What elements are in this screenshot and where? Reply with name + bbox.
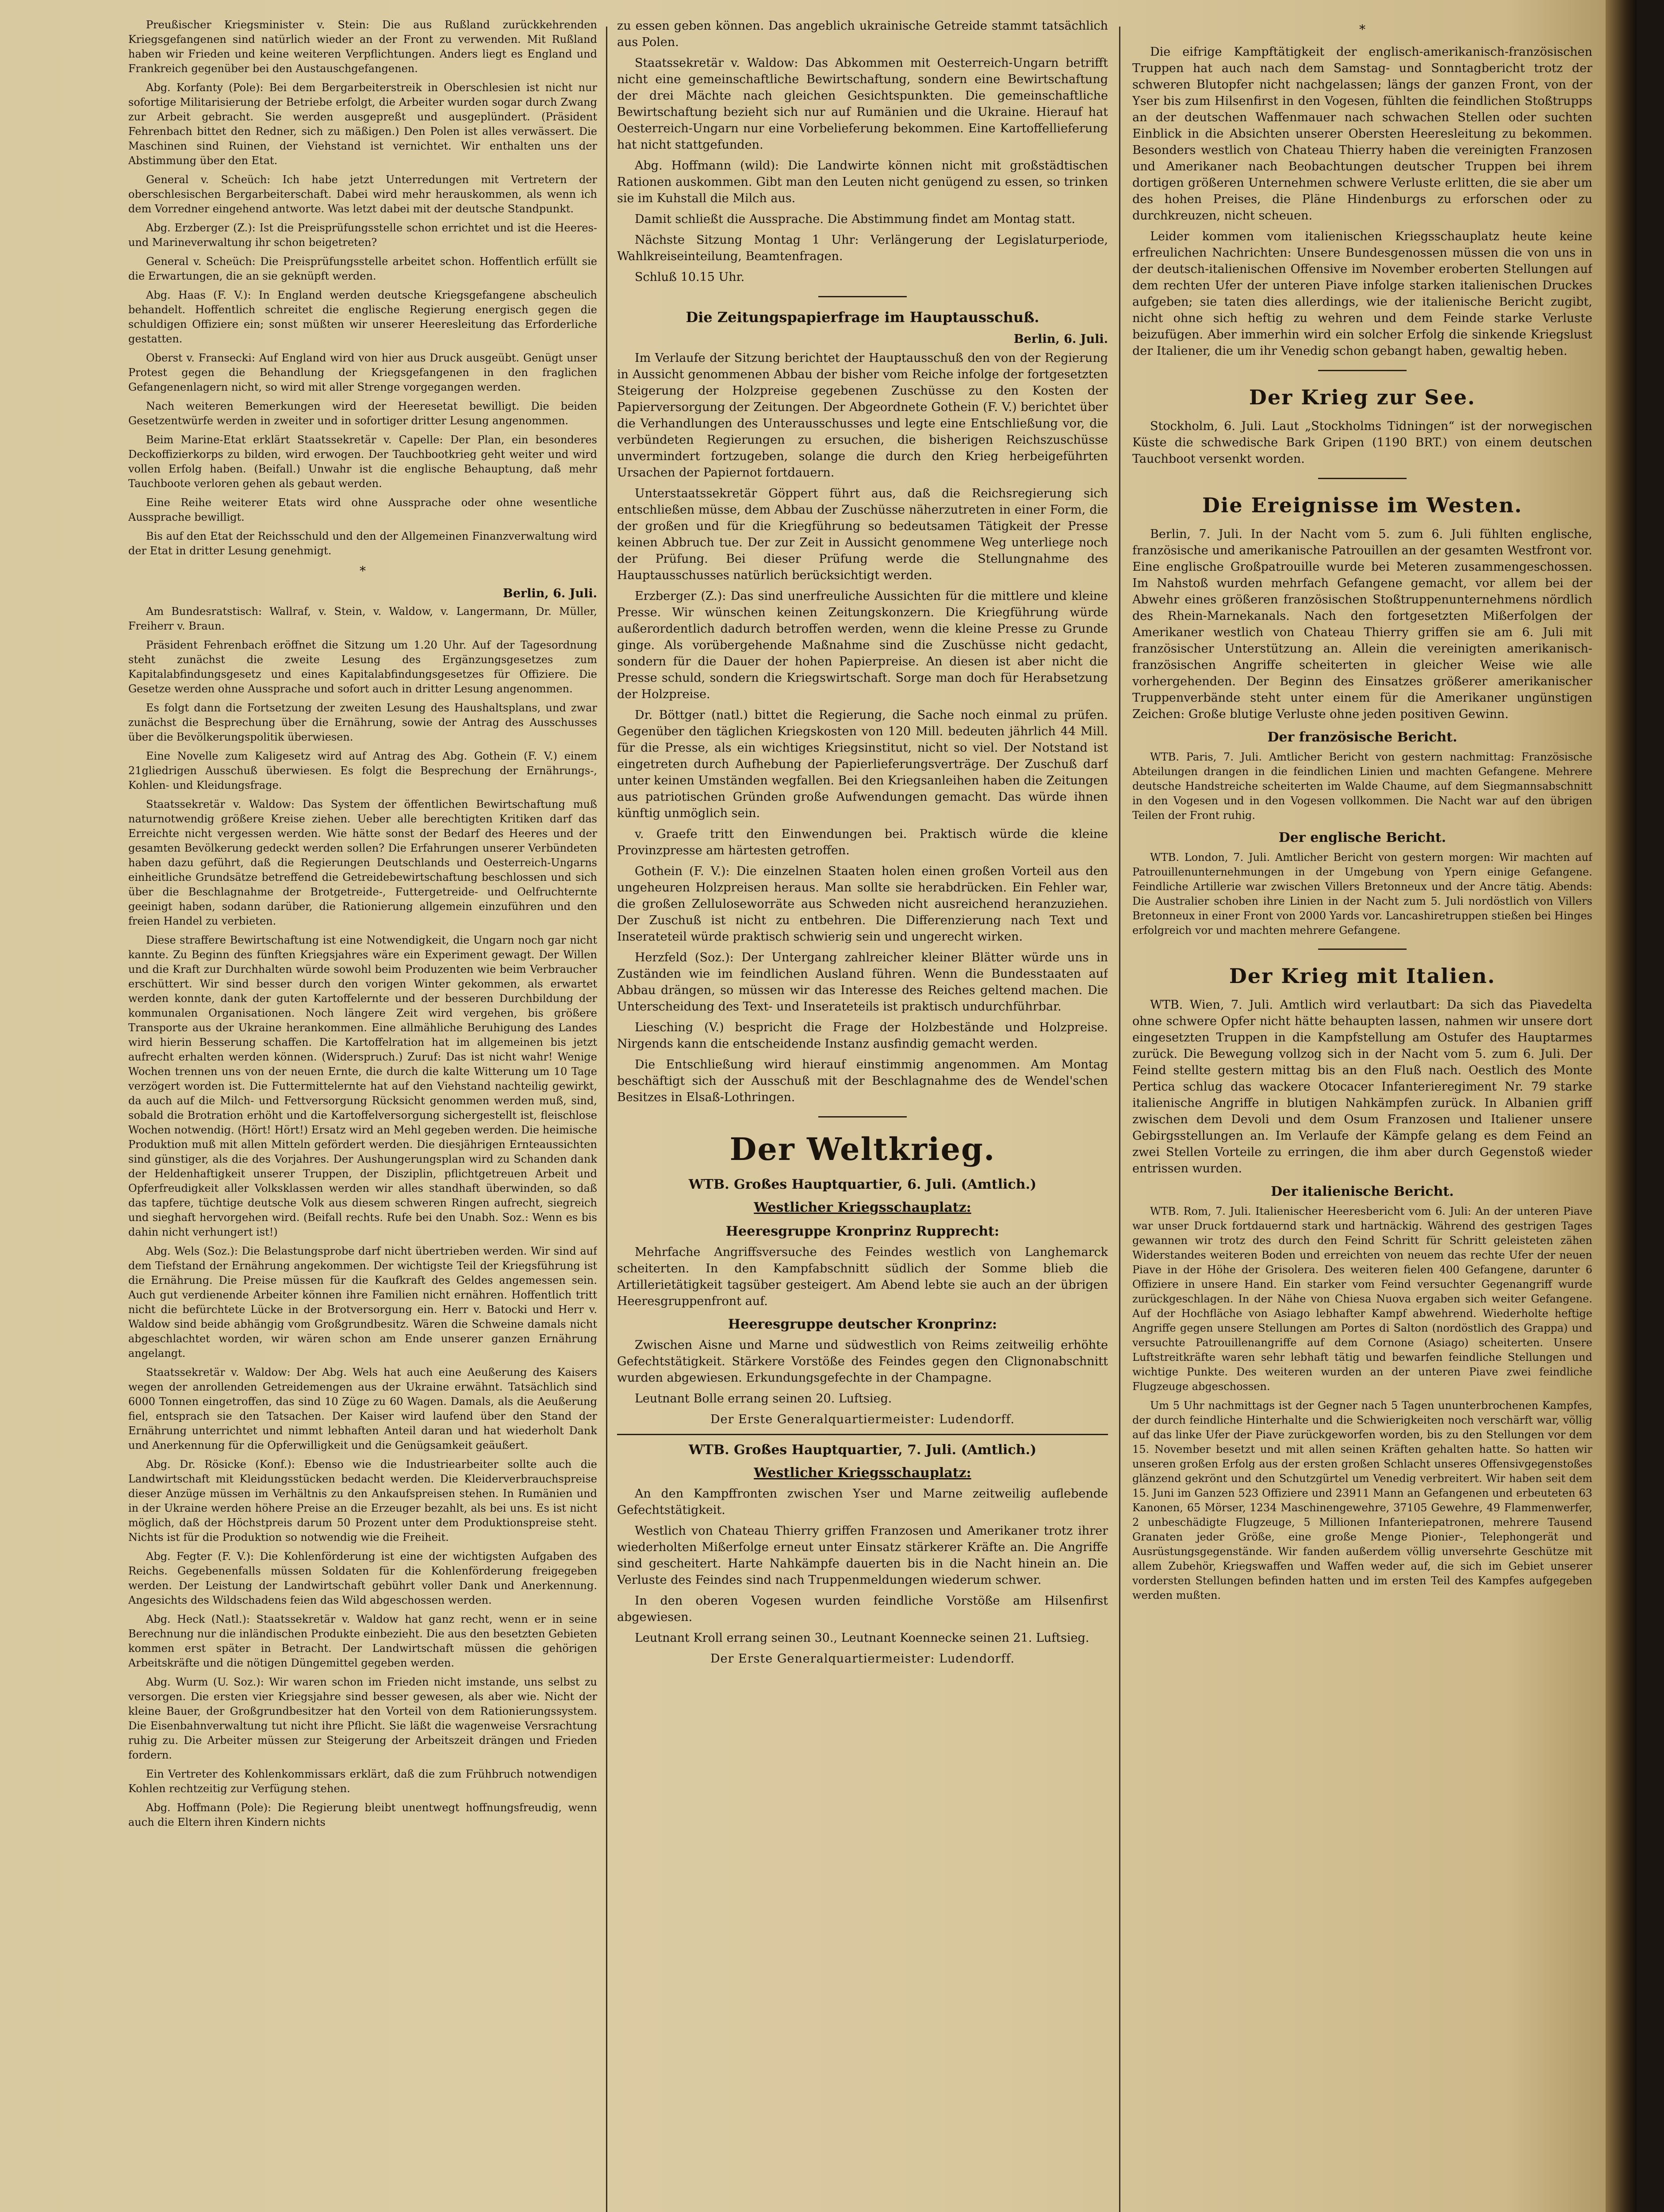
signature-line: Der Erste Generalquartiermeister: Ludendorff.	[710, 1413, 1015, 1426]
section-rule	[818, 1116, 907, 1118]
report-heading: WTB. Großes Hauptquartier, 6. Juli. (Amtlich.)	[688, 1177, 1037, 1192]
paragraph: Berlin, 7. Juli. In der Nacht vom 5. zum 6. Juli fühlten englische, französische und amerikanische Patrouillen an der gesamten Westfront vor. Eine englische Großpatrouille wurde bei Meteren zusammengeschossen. Im Nahstoß wurden mehrfach Gefangene gemacht, vor allem bei der Abwehr eines größeren französischen Stoßtruppenunternehmens nördlich des Rhein-Marnekanals. Nach den fortgesetzten Mißerfolgen der Amerikaner westlich von Chateau Thierry griffen sie am 6. Juli mit französischer Unterstützung an. Allein die vereinigten amerikanisch-französischen Angriffe scheiterten in gleicher Weise wie alle vorhergehenden. Der Beginn des Einsatzes größerer amerikanischer Truppenverbände steht unter einem für die Amerikaner ungünstigen Zeichen: Große blutige Verluste ohne jeden positiven Gewinn.	[1132, 527, 1592, 721]
paragraph: Im Verlaufe der Sitzung berichtet der Hauptausschuß den von der Regierung in Aussicht genommenen Abbau der bisher vom Reiche infolge der fortgesetzten Steigerung der Holzpreise gegebenen Zuschüsse zu den Kosten der Papierversorgung der Zeitungen. Der Abgeordnete Gothein (F. V.) berichtet über die Verhandlungen des Unterausschusses und legte eine Entschließung vor, die verbündeten Regierungen zu ersuchen, die bisherigen Reichszuschüsse unvermindert fortzugeben, solange die durch den Krieg herbeigeführten Ursachen der Papiernot fortdauern.	[617, 351, 1108, 480]
book-spine	[1606, 0, 1637, 2212]
report-heading: Der französische Bericht.	[1267, 730, 1457, 745]
dateline: Berlin, 6. Juli.	[1013, 332, 1108, 346]
paragraph: Eine Novelle zum Kaligesetz wird auf Antrag des Abg. Gothein (F. V.) einem 21gliedrigen Ausschuß überwiesen. Es folgt die Besprechung der Ernährungs-, Kohlen- und Kleidungsfrage.	[128, 750, 597, 791]
paragraph: Die Entschließung wird hierauf einstimmig angenommen. Am Montag beschäftigt sich der Ausschuß mit der Beschlagnahme des de Wendel'schen Besitzes in Elsaß-Lothringen.	[617, 1058, 1108, 1104]
section-rule	[818, 296, 907, 297]
paragraph: Leutnant Kroll errang seinen 30., Leutnant Koennecke seinen 21. Luftsieg.	[635, 1631, 1089, 1645]
paragraph: Stockholm, 6. Juli. Laut „Stockholms Tidningen“ ist der norwegischen Küste die schwedische Bark Gripen (1190 BRT.) von einem deutschen Tauchboot versenkt worden.	[1132, 419, 1592, 466]
paragraph: In den oberen Vogesen wurden feindliche Vorstöße am Hilsenfirst abgewiesen.	[617, 1594, 1108, 1624]
paragraph: WTB. Rom, 7. Juli. Italienischer Heeresbericht vom 6. Juli: An der unteren Piave war unser Druck fortdauernd stark und hartnäckig. Während des gestrigen Tages gewannen wir trotz des durch den Feind Schritt für Schritt geleisteten zähen Widerstandes weiteren Boden und erreichten von neuem das rechte Ufer der neuen Piave in der Höhe der Grisolera. Des weiteren fielen 400 Gefangene, darunter 6 Offiziere in unsere Hand. Ein starker vom Feind versuchter Gegenangriff wurde zurückgeschlagen. In der Nähe von Chiesa Nuova ergaben sich weiter Gefangene. Auf der Hochfläche von Asiago lebhafter Kampf abwehrend. Wiederholte heftige Angriffe gegen unsere Stellungen am Portes di Salton (nordöstlich des Grappa) und versuchte Patrouillenangriffe auf dem Cornone (Asiago) scheiterten. Unsere Luftstreitkräfte waren sehr lebhaft tätig und bewarfen feindliche Stellungen und wichtige Punkte. Des weiteren wurden an der unteren Piave zwei feindliche Flugzeuge abgeschossen.	[1132, 1205, 1592, 1393]
paragraph: Staatssekretär v. Waldow: Das System der öffentlichen Bewirtschaftung muß naturnotwendig größere Kreise ziehen. Ueber alle berechtigten Kritiken darf das Erreichte nicht vergessen werden. Wie hätte sonst der Bedarf des Heeres und der gesamten Bevölkerung gedeckt werden sollen? Die Erfahrungen unserer Verbündeten haben dazu geführt, daß die Regierungen Deutschlands und Oesterreich-Ungarns einheitliche Grundsätze betreffend die Getreidebewirtschaftung beschlossen und sich über die Beschlagnahme der Brotgetreide-, Futtergetreide- und Oelfruchternte geeinigt haben, sodann darüber, die Rationierung allgemein einzuführen und den freien Handel zu verbieten.	[128, 798, 597, 927]
section-rule	[1318, 370, 1407, 371]
paragraph: Staatssekretär v. Waldow: Der Abg. Wels hat auch eine Aeußerung des Kaisers wegen der anrollenden Getreidemengen aus der Ukraine erwähnt. Tatsächlich sind 6000 Tonnen eingetroffen, das sind 10 Züge zu 60 Wagen. Damals, als die Aeußerung fiel, entsprach sie den Tatsachen. Der Kaiser wird laufend über den Stand der Ernährung unterrichtet und nimmt lebhaften Anteil daran und hat wiederholt Dank und Anerkennung für die Opferwilligkeit und die Genügsamkeit geäußert.	[128, 1366, 597, 1452]
paragraph: Dr. Böttger (natl.) bittet die Regierung, die Sache noch einmal zu prüfen. Gegenüber den täglichen Kriegskosten von 120 Mill. bedeuten jährlich 44 Mill. für die Presse, als ein wichtiges Kriegsinstitut, nicht so viel. Der Notstand ist eingetreten durch Aufhebung der Papierlieferungsverträge. Der Zuschuß darf unter keinen Umständen wegfallen. Bei den Kriegsanleihen haben die Zeitungen aus patriotischen Gründen große Aufwendungen gemacht. Das würde ihnen künftig unmöglich sein.	[617, 708, 1108, 820]
column-1	[128, 18, 597, 2212]
paragraph: Mehrfache Angriffsversuche des Feindes westlich von Langhemarck scheiterten. In den Kampfabschnitt südlich der Somme blieb die Artillerietätigkeit tagsüber gesteigert. Am Abend lebte sie auch an der übrigen Heeresgruppenfront auf.	[617, 1245, 1108, 1308]
report-heading: Der englische Bericht.	[1278, 830, 1446, 845]
report-heading: Der italienische Bericht.	[1271, 1184, 1454, 1199]
paragraph: Präsident Fehrenbach eröffnet die Sitzung um 1.20 Uhr. Auf der Tagesordnung steht zunächst die zweite Lesung des Ergänzungsgesetzes zum Kapitalabfindungsgesetz und eines Kapitalabfindungsgesetzes für Offiziere. Die Gesetze werden ohne Aussprache und sofort auch in dritter Lesung angenommen.	[128, 639, 597, 695]
signature-line: Der Erste Generalquartiermeister: Ludendorff.	[710, 1652, 1015, 1666]
paragraph: Unterstaatssekretär Göppert führt aus, daß die Reichsregierung sich entschließen müsse, dem Abbau der Zuschüsse näherzutreten in einer Form, die der großen und für die Kriegführung so bedeutsamen Tätigkeit der Presse keinen Abbruch tue. Der zur Zeit in Aussicht genommene Weg unterliege noch der Prüfung. Bei dieser Prüfung werde die Stellungnahme des Hauptausschusses natürlich berücksichtigt werden.	[617, 487, 1108, 582]
paragraph: Westlich von Chateau Thierry griffen Franzosen und Amerikaner trotz ihrer wiederholten Mißerfolge erneut unter Einsatz stärkerer Kräfte an. Die Angriffe sind gescheitert. Harte Nahkämpfe dauerten bis in die Nacht hinein an. Die Verluste des Feindes sind nach Truppenmeldungen wiederum schwer.	[617, 1524, 1108, 1587]
section-headline: Der Krieg mit Italien.	[1229, 964, 1496, 988]
paragraph: Herzfeld (Soz.): Der Untergang zahlreicher kleiner Blätter würde uns in Zuständen wie im feindlichen Ausland führen. Wenn die Bundesstaaten auf Abbau drängen, so müssen wir das Interesse des Reiches geltend machen. Die Unterscheidung des Text- und Inserateteils ist praktisch undurchführbar.	[617, 951, 1108, 1014]
section-headline: Der Krieg zur See.	[1249, 385, 1476, 409]
separator-star: *	[1359, 22, 1365, 37]
paragraph: Abg. Dr. Rösicke (Konf.): Ebenso wie die Industriearbeiter sollte auch die Landwirtschaft mit Kleidungsstücken bedacht werden. Die Kleiderverbrauchspreise dieser Anzüge müssen im Verhältnis zu den Ankaufspreisen stehen. In Rumänien und in der Ukraine werden höhere Preise an die Erzeuger bezahlt, als bei uns. Es ist nicht möglich, daß der Höchstpreis darum 50 Prozent unter dem Produktionspreise steht. Nichts ist für die Produktion so notwendig wie die Freiheit.	[128, 1458, 597, 1544]
paragraph: Bis auf den Etat der Reichsschuld und den der Allgemeinen Finanzverwaltung wird der Etat in dritter Lesung genehmigt.	[128, 530, 597, 557]
paragraph: Staatssekretär v. Waldow: Das Abkommen mit Oesterreich-Ungarn betrifft nicht eine gemeinschaftliche Bewirtschaftung, sondern eine Bewirtschaftung der drei Mächte nach gleichen Gesichtspunkten. Die gemeinschaftliche Bewirtschaftung bezieht sich nur auf Rumänien und die Ukraine. Hierauf hat Oesterreich-Ungarn nur eine Vorbelieferung bekommen. Eine Kartoffellieferung hat nicht stattgefunden.	[617, 56, 1108, 152]
section-rule	[1318, 949, 1407, 950]
paragraph: Diese straffere Bewirtschaftung ist eine Notwendigkeit, die Ungarn noch gar nicht kannte. Zu Beginn des fünften Kriegsjahres wäre ein Experiment gewagt. Der Willen und die Kraft zur Durchhalten würde sowohl beim Produzenten wie beim Verbraucher erschüttert. Wir sind besser durch den vorigen Winter gekommen, als erwartet werden konnte, dank der guten Kartoffelernte und der besseren Durchbildung der kommunalen Organisationen. Noch längere Zeit wird vergehen, bis größere Transporte aus der Ukraine herankommen. Eine allmähliche Beruhigung des Landes wird hierin Besserung schaffen. Die Kartoffelration hat im allgemeinen bis jetzt aufrecht erhalten werden können. (Widerspruch.) Zuruf: Das ist nicht wahr! Wenige Wochen trennen uns von der neuen Ernte, die durch die kalte Witterung um 10 Tage verzögert worden ist. Die Futtermittelernte hat auf den Viehstand nachteilig gewirkt, da auch auf die Milch- und Fettversorgung Rücksicht genommen werden muß, sind, sobald die Brotration erhöht und die Kartoffelversorgung sichergestellt ist, fleischlose Wochen notwendig. (Hört! Hört!) Ersatz wird an Mehl gegeben werden. Die heimische Produktion muß mit allen Mitteln gefördert werden. Die diesjährigen Ernteaussichten sind günstiger, als die des Vorjahres. Der Aushungerungsplan wird zu Schanden dank der Heldenhaftigkeit unserer Truppen, der Disziplin, pflichtgetreuen Arbeit und Opferfreudigkeit aller Volksklassen werden wir alles standhaft überwinden, so daß das tapfere, tüchtige deutsche Volk aus diesem schweren Ringen aufrecht, siegreich und sieghaft hervorgehen wird. (Beifall rechts. Rufe bei den Unabh. Soz.: Wenn es bis dahin nicht verhungert ist!)	[128, 934, 597, 1238]
paragraph: Abg. Fegter (F. V.): Die Kohlenförderung ist eine der wichtigsten Aufgaben des Reichs. Gegebenenfalls müssen Soldaten für die Kohlenförderung freigegeben werden. Der Leistung der Landwirtschaft gebührt voller Dank und Anerkennung. Angesichts des Wildschadens feien das Wild abgeschossen werden.	[128, 1550, 597, 1606]
paragraph: Zwischen Aisne und Marne und südwestlich von Reims zeitweilig erhöhte Gefechtstätigkeit. Stärkere Vorstöße des Feindes gegen den Clignonabschnitt wurden abgewiesen. Erkundungsgefechte in der Champagne.	[617, 1338, 1108, 1385]
report-heading: WTB. Großes Hauptquartier, 7. Juli. (Amtlich.)	[688, 1442, 1037, 1458]
section-headline: Die Ereignisse im Westen.	[1202, 493, 1523, 517]
paragraph: Abg. Heck (Natl.): Staatssekretär v. Waldow hat ganz recht, wenn er in seine Berechnung nur die inländischen Produkte einbezieht. Die aus den besetzten Gebieten kommen erst später in Betracht. Der Landwirtschaft müssen die gehörigen Arbeitskräfte und die nötigen Düngemittel gegeben werden.	[128, 1613, 597, 1669]
paragraph: Abg. Korfanty (Pole): Bei dem Bergarbeiterstreik in Oberschlesien ist nicht nur sofortige Militarisierung der Betriebe erfolgt, die Arbeiter wurden sogar durch Zwang zur Arbeit gebracht. Sie werden ausgepreßt und ausgeplündert. (Präsident Fehrenbach bittet den Redner, sich zu mäßigen.) Den Polen ist alles verwässert. Die Maschinen sind Ruinen, der Viehstand ist vernichtet. Wir enthalten uns der Abstimmung über den Etat.	[128, 81, 597, 167]
paragraph: Nach weiteren Bemerkungen wird der Heeresetat bewilligt. Die beiden Gesetzentwürfe werden in zweiter und in sofortiger dritter Lesung angenommen.	[128, 400, 597, 427]
dateline: Berlin, 6. Juli.	[502, 587, 597, 600]
paragraph: Leider kommen vom italienischen Kriegsschauplatz heute keine erfreulichen Nachrichten: Unsere Bundesgenossen müssen die von uns in der deutsch-italienischen Offensive im November eroberten Stellungen auf dem rechten Ufer der unteren Piave infolge starken italienischen Druckes aufgeben; sie taten dies allerdings, wie der italienische Bericht zugibt, nicht ohne sich heftig zu wehren und dem Feinde starke Verluste beizufügen. Aber immerhin wird ein solcher Erfolg die sinkende Kriegslust der Italiener, die um ihr Venedig schon gebangt haben, gewaltig heben.	[1132, 230, 1592, 358]
paragraph: Eine Reihe weiterer Etats wird ohne Aussprache oder ohne wesentliche Aussprache bewilligt.	[128, 496, 597, 523]
section-headline: Der Weltkrieg.	[729, 1131, 996, 1167]
paragraph: Abg. Erzberger (Z.): Ist die Preisprüfungsstelle schon errichtet und ist die Heeres- und Marineverwaltung ihr schon beigetreten?	[128, 222, 597, 249]
theater-heading: Westlicher Kriegsschauplatz:	[754, 1465, 971, 1481]
paragraph: General v. Scheüch: Die Preisprüfungsstelle arbeitet schon. Hoffentlich erfüllt sie die Erwartungen, die an sie geknüpft werden.	[128, 255, 597, 282]
paragraph: zu essen geben können. Das angeblich ukrainische Getreide stammt tatsächlich aus Polen.	[617, 19, 1108, 49]
column-2	[617, 18, 1108, 2212]
paragraph: Ein Vertreter des Kohlenkommissars erklärt, daß die zum Frühbruch notwendigen Kohlen rechtzeitig zur Verfügung stehen.	[128, 1768, 597, 1795]
column-3	[1132, 18, 1592, 2212]
paragraph: WTB. London, 7. Juli. Amtlicher Bericht von gestern morgen: Wir machten auf Patrouillenunternehmungen in der Umgebung von Ypern einige Gefangene. Feindliche Artillerie war zwischen Villers Bretonneux und der Ancre tätig. Abends: Die Australier schoben ihre Linien in der Nacht zum 5. Juli nordöstlich von Villers Bretonneux in einer Front von 2000 Yards vor. Lancashiretruppen stießen bei Hinges erfolgreich vor und machten mehrere Gefangene.	[1132, 851, 1592, 937]
paragraph: Um 5 Uhr nachmittags ist der Gegner nach 5 Tagen ununterbrochenen Kampfes, der durch feindliche Hinterhalte und die Schwierigkeiten noch verschärft war, völlig auf das linke Ufer der Piave zurückgeworfen worden, bis zu den Stellungen vor dem 15. November besetzt und mit allen seinen Kräften gehalten hatte. So hatten wir unseren großen Erfolg aus der ersten großen Schlacht unseres Offensivgegenstoßes glänzend gekrönt und den Schutzgürtel um Venedig verbreitert. Wir haben seit dem 15. Juni im Ganzen 523 Offiziere und 23911 Mann an Gefangenen und erbeuteten 63 Kanonen, 65 Mörser, 1234 Maschinengewehre, 37105 Gewehre, 49 Flammenwerfer, 2 unbeschädigte Flugzeuge, 5 Millionen Infanteriepatronen, mehrere Tausend Granaten jeder Größe, eine große Menge Pionier-, Telephongerät und Ausrüstungsgegenstände. Wir fanden außerdem völlig unversehrte Geschütze mit allem Zubehör, Kriegswaffen und Waffen weder auf, die sich im Gebiet unserer vordersten Stellungen befinden hatten und im ersten Teil des Kampfes aufgegeben werden mußten.	[1132, 1399, 1592, 1601]
divider	[617, 1434, 1108, 1435]
paragraph: Erzberger (Z.): Das sind unerfreuliche Aussichten für die mittlere und kleine Presse. Wir wünschen keinen Zeitungskonzern. Die Kriegführung würde außerordentlich dadurch betroffen werden, wenn die kleine Presse zu Grunde ginge. Als vorübergehende Maßnahme sind die Zuschüsse nicht gedacht, sondern für die Dauer der hohen Papierpreise. An diesen ist aber nicht die Presse schuld, sondern die Kriegswirtschaft. Sorge man doch für Herabsetzung der Holzpreise.	[617, 589, 1108, 701]
section-rule	[1318, 478, 1407, 479]
paragraph: Preußischer Kriegsminister v. Stein: Die aus Rußland zurückkehrenden Kriegsgefangenen sind natürlich wieder an der Front zu verwenden. Mit Rußland haben wir Frieden und keine weiteren Verpflichtungen. Anders liegt es England und Frankreich gegenüber bei den Austauschgefangenen.	[128, 19, 597, 75]
paragraph: Am Bundesratstisch: Wallraf, v. Stein, v. Waldow, v. Langermann, Dr. Müller, Freiherr v. Braun.	[128, 605, 597, 632]
paragraph: Schluß 10.15 Uhr.	[635, 270, 745, 284]
paragraph: Oberst v. Fransecki: Auf England wird von hier aus Druck ausgeübt. Genügt unser Protest gegen die Behandlung der Kriegsgefangenen in den fraglichen Gefangenenlagern nicht, so wird mit aller Strenge vorgegangen werden.	[128, 352, 597, 393]
paragraph: Abg. Wurm (U. Soz.): Wir waren schon im Frieden nicht imstande, uns selbst zu versorgen. Die ersten vier Kriegsjahre sind besser gewesen, als aber wie. Nicht der kleine Bauer, der Großgrundbesitzer hat den Vorteil von dem Rationierungssystem. Die Eisenbahnverwaltung tut nicht ihre Pflicht. Sie läßt die wagenweise Versrachtung ruhig zu. Die Arbeiter müssen zur Steigerung der Arbeitszeit drängen und Frieden fordern.	[128, 1676, 597, 1761]
paragraph: Liesching (V.) bespricht die Frage der Holzbestände und Holzpreise. Nirgends kann die entscheidende Instanz ausfindig gemacht werden.	[617, 1021, 1108, 1051]
paragraph: Abg. Haas (F. V.): In England werden deutsche Kriegsgefangene abscheulich behandelt. Hoffentlich schreitet die englische Regierung energisch gegen die schuldigen Offiziere ein; sonst müßten wir unserer Heeresleitung das Erforderliche gestatten.	[128, 289, 597, 345]
section-headline: Die Zeitungspapierfrage im Hauptausschuß.	[686, 309, 1039, 326]
column-rule-2	[1119, 27, 1120, 2212]
paragraph: Beim Marine-Etat erklärt Staatssekretär v. Capelle: Der Plan, ein besonderes Deckoffizierkorps zu bilden, wird erwogen. Der Tauchbootkrieg geht weiter und wird vollen Erfolg haben. (Beifall.) Unwahr ist die englische Behauptung, daß mehr Tauchboote verloren gehen als gebaut werden.	[128, 434, 597, 490]
paragraph: General v. Scheüch: Ich habe jetzt Unterredungen mit Vertretern der oberschlesischen Bergarbeiterschaft. Dabei wird mehr herauskommen, als wenn ich dem Vorredner eingehend antworte. Was letzt dabei mit der deutsche Standpunkt.	[128, 173, 597, 215]
paragraph: WTB. Paris, 7. Juli. Amtlicher Bericht von gestern nachmittag: Französische Abteilungen drangen in die feindlichen Linien und machten Gefangene. Mehrere deutsche Handstreiche scheiterten im Walde Chaume, auf dem Siegmannsabschnitt in den Vogesen und in den Vogesen vollkommen. Die Nacht war auf den übrigen Teilen der Front ruhig.	[1132, 751, 1592, 822]
column-rule-1	[606, 27, 607, 2212]
army-group-heading: Heeresgruppe Kronprinz Rupprecht:	[725, 1224, 1000, 1239]
paragraph: An den Kampffronten zwischen Yser und Marne zeitweilig auflebende Gefechtstätigkeit.	[617, 1487, 1108, 1517]
paragraph: Abg. Wels (Soz.): Die Belastungsprobe darf nicht übertrieben werden. Wir sind auf dem Tiefstand der Ernährung angekommen. Der wichtigste Teil der Kriegsführung ist die Ernährung. Die Preise müssen für die Kaufkraft des Geldes angemessen sein. Auch gut verdienende Arbeiter können ihre Familien nicht ernähren. Hoffentlich tritt nicht die befürchtete Lücke in der Brotversorgung ein. Herr v. Batocki und Herr v. Waldow sind beide abhängig vom Großgrundbesitz. Wären die Schweine damals nicht abgeschlachtet worden, wir wären schon am Ende unserer ganzen Ernährung angelangt.	[128, 1245, 597, 1359]
paragraph: WTB. Wien, 7. Juli. Amtlich wird verlautbart: Da sich das Piavedelta ohne schwere Opfer nicht hätte behaupten lassen, nahmen wir unsere dort eingesetzten Truppen in die Kampfstellung am Ostufer des Hauptarmes zurück. Die Bewegung vollzog sich in der Nacht vom 5. zum 6. Juli. Der Feind stellte gestern mittag bis an den Fluß nach. Oestlich des Monte Pertica schlug das wackere Otocacer Infanterieregiment Nr. 79 starke italienische Angriffe in blutigen Nahkämpfen zurück. In Albanien griff zwischen dem Devoli und dem Osum Franzosen und Italiener unsere Gebirgsstellungen an. Im Verlaufe der Kämpfe gelang es dem Feind an zwei Stellen Vorteile zu erringen, die ihm aber durch Gegenstoß wieder entrissen wurden.	[1132, 998, 1592, 1175]
army-group-heading: Heeresgruppe deutscher Kronprinz:	[728, 1317, 997, 1332]
paragraph: Abg. Hoffmann (Pole): Die Regierung bleibt unentwegt hoffnungsfreudig, wenn auch die Eltern ihren Kindern nichts	[128, 1801, 597, 1828]
paragraph: v. Graefe tritt den Einwendungen bei. Praktisch würde die kleine Provinzpresse am härtesten getroffen.	[617, 827, 1108, 857]
paragraph: Leutnant Bolle errang seinen 20. Luftsieg.	[635, 1392, 892, 1406]
theater-heading: Westlicher Kriegsschauplatz:	[754, 1200, 971, 1215]
separator-star: *	[360, 564, 366, 578]
paragraph: Abg. Hoffmann (wild): Die Landwirte können nicht mit großstädtischen Rationen auskommen. Gibt man den Leuten nicht genügend zu essen, so trinken sie im Kuhstall die Milch aus.	[617, 159, 1108, 205]
paragraph: Gothein (F. V.): Die einzelnen Staaten holen einen großen Vorteil aus den ungeheuren Holzpreisen heraus. Man sollte sie herabdrücken. Ein Fehler war, die großen Zelluloseworräte aus Schweden nicht ausreichend heranzuziehen. Der Zuschuß ist nicht zu entbehren. Die Differenzierung nach Text und Inserateteil würde praktisch schwierig sein und ungerecht wirken.	[617, 864, 1108, 944]
paragraph: Die eifrige Kampftätigkeit der englisch-amerikanisch-französischen Truppen hat auch nach dem Samstag- und Sonntagbericht trotz der schweren Blutopfer nicht nachgelassen; längs der ganzen Front, von der Yser bis zum Hilsenfirst in den Vogesen, fühlten die feindlichen Stoßtrupps an der deutschen Waffenmauer nach schwachen Stellen oder suchten Einblick in die Absichten unserer Obersten Heeresleitung zu bekommen. Besonders westlich von Chateau Thierry haben die vereinigten Franzosen und Amerikaner nach Beobachtungen deutscher Truppen bei ihrem dortigen größeren Unternehmen schwere Verluste erlitten, die sie aber um des hohen Preises, die Pläne Hindenburgs zu erforschen oder zu durchkreuzen, nicht scheuen.	[1132, 45, 1592, 223]
paragraph: Damit schließt die Aussprache. Die Abstimmung findet am Montag statt.	[635, 212, 1075, 226]
paragraph: Es folgt dann die Fortsetzung der zweiten Lesung des Haushaltsplans, und zwar zunächst die Besprechung über die Ernährung, sowie der Antrag des Ausschusses über die Bevölkerungspolitik überwiesen.	[128, 702, 597, 743]
paragraph: Nächste Sitzung Montag 1 Uhr: Verlängerung der Legislaturperiode, Wahlkreiseinteilung, Beamtenfragen.	[617, 233, 1108, 263]
